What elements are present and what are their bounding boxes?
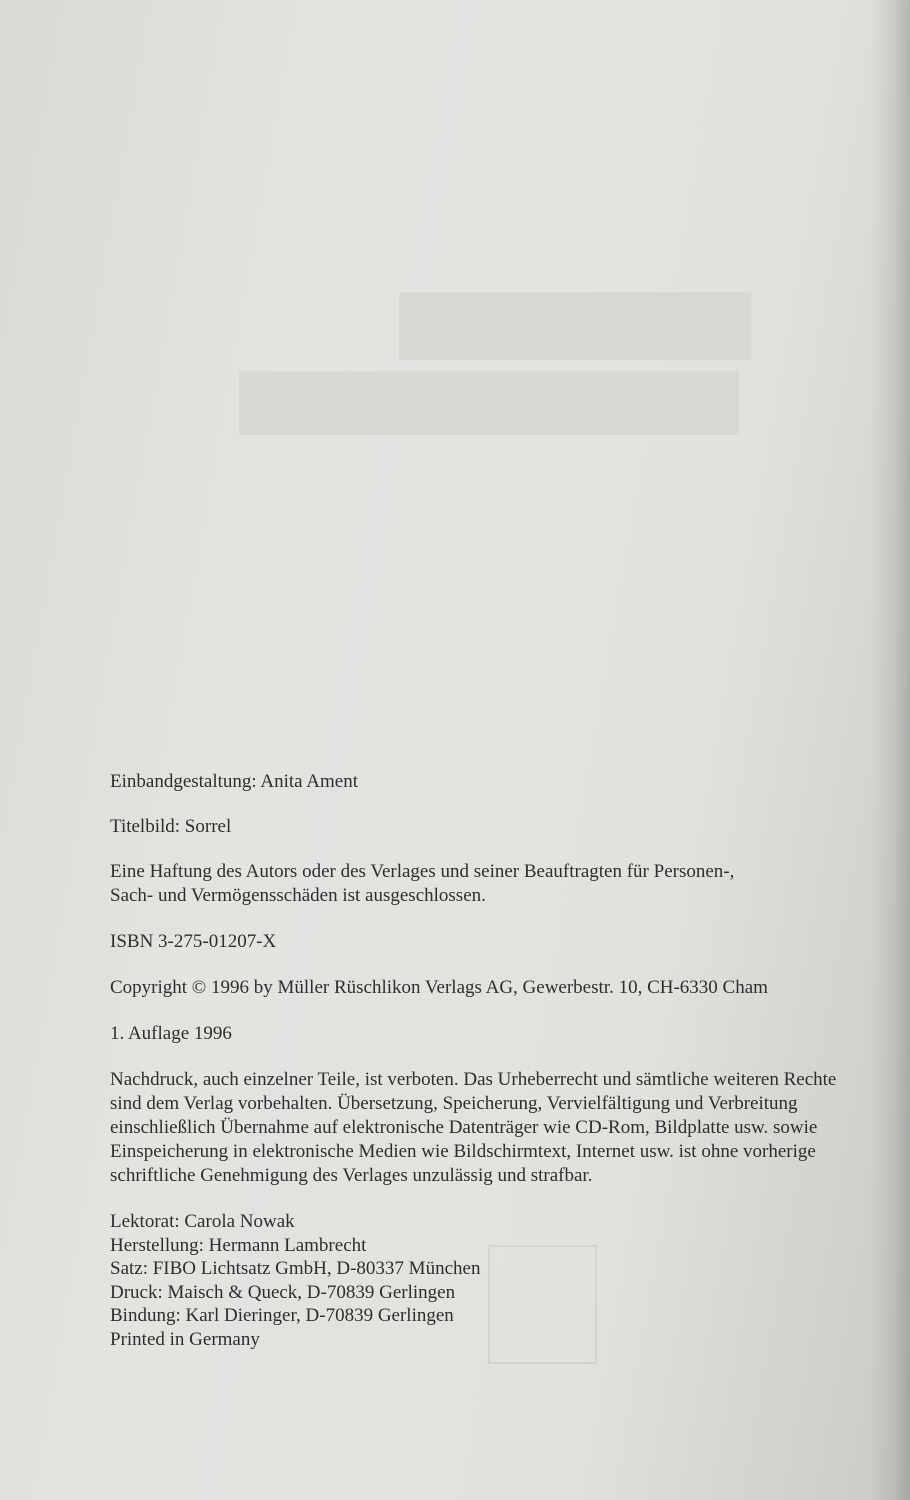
liability-line: Eine Haftung des Autors oder des Verlages und seiner Beauftragten für Personen-,	[110, 861, 735, 882]
show-through-text: ▆▆▆▆▆▆▆▆▆	[240, 353, 739, 433]
credit-line: Bindung: Karl Dieringer, D-70839 Gerlingen	[110, 1305, 454, 1326]
rights-line: Nachdruck, auch einzelner Teile, ist verboten. Das Urheberrecht und sämtliche weiteren Rechte	[110, 1069, 837, 1090]
rights-line: sind dem Verlag vorbehalten. Übersetzung, Speicherung, Vervielfältigung und Verbreitung	[110, 1093, 798, 1114]
credit-line: Satz: FIBO Lichtsatz GmbH, D-80337 München	[110, 1258, 481, 1279]
copyright-line: Copyright © 1996 by Müller Rüschlikon Verlags AG, Gewerbestr. 10, CH-6330 Cham	[110, 977, 768, 998]
cover-design-line: Einbandgestaltung: Anita Ament	[110, 771, 359, 792]
credits-list	[110, 1210, 870, 1351]
rights-line: Einspeicherung in elektronische Medien wie Bildschirmtext, Internet usw. ist ohne vorherige	[110, 1141, 816, 1162]
liability-paragraph	[110, 860, 870, 908]
liability-line: Sach- und Vermögensschäden ist ausgeschlossen.	[110, 885, 486, 906]
credit-line: Lektorat: Carola Nowak	[110, 1211, 295, 1232]
page-edge-shadow	[870, 0, 910, 1500]
edition-line: 1. Auflage 1996	[110, 1023, 232, 1044]
show-through-text: ▆▆▆▆▆▆	[400, 274, 751, 358]
credit-line: Printed in Germany	[110, 1328, 260, 1350]
rights-paragraph	[110, 1068, 870, 1188]
imprint-block	[110, 770, 870, 1351]
rights-line: schriftliche Genehmigung des Verlages unzulässig und strafbar.	[110, 1165, 593, 1186]
rights-line: einschließlich Übernahme auf elektronische Datenträger wie CD-Rom, Bildplatte usw. sowie	[110, 1117, 818, 1138]
credit-line: Druck: Maisch & Queck, D-70839 Gerlingen	[110, 1281, 456, 1303]
credit-line: Herstellung: Hermann Lambrecht	[110, 1234, 367, 1256]
isbn-line: ISBN 3-275-01207-X	[110, 931, 277, 952]
cover-image-line: Titelbild: Sorrel	[110, 816, 232, 837]
